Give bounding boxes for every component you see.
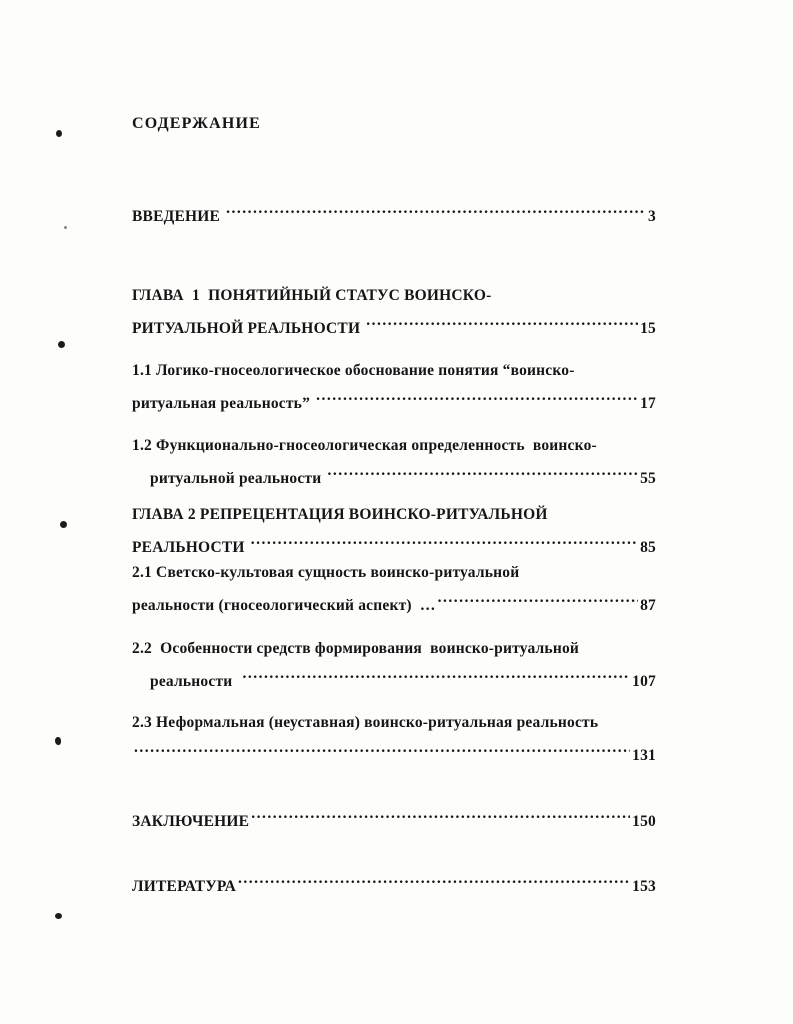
entry-title-continued: ритуальная реальность” [132, 395, 315, 412]
entry-line [132, 710, 656, 735]
dot-leader [251, 801, 630, 826]
toc-entry-chapter-2 [132, 502, 656, 560]
dot-leader [327, 458, 638, 483]
dot-leader [251, 527, 638, 552]
page-number: 17 [640, 395, 656, 412]
entry-line [132, 527, 656, 560]
toc-entry-section-2-2 [132, 636, 656, 694]
entry-title: 2.1 Светско-культовая сущность воинско-ритуальной [132, 564, 520, 581]
entry-line [132, 585, 656, 618]
entry-line [132, 636, 656, 661]
page-number: 3 [648, 208, 656, 225]
entry-title: 2.3 Неформальная (неуставная) воинско-ритуальная реальность [132, 714, 599, 731]
dot-leader [226, 196, 646, 221]
dot-leader [134, 735, 630, 760]
entry-line [132, 801, 656, 834]
dot-leader [238, 866, 630, 891]
entry-title: ГЛАВА 1 ПОНЯТИЙНЫЙ СТАТУС ВОИНСКО- [132, 287, 492, 304]
entry-title: ГЛАВА 2 РЕПРЕЦЕНТАЦИЯ ВОИНСКО-РИТУАЛЬНОЙ [132, 506, 548, 523]
page-number: 153 [632, 878, 656, 895]
ink-speck [55, 737, 61, 745]
entry-line [132, 196, 656, 229]
entry-title: 2.2 Особенности средств формирования воинско-ритуальной [132, 640, 580, 657]
entry-line [132, 308, 656, 341]
dot-leader [243, 661, 631, 686]
entry-title: ЛИТЕРАТУРА [132, 878, 236, 895]
entry-line [132, 735, 656, 768]
entry-title: 1.2 Функционально-гносеологическая определенность воинско- [132, 437, 597, 454]
toc-entry-section-1-1 [132, 358, 656, 416]
page-number: 85 [640, 539, 656, 556]
toc-entry-bibliography [132, 866, 656, 899]
entry-line [132, 383, 656, 416]
dot-leader [438, 585, 638, 610]
dot-leader [316, 383, 638, 408]
entry-title-continued: РЕАЛЬНОСТИ [132, 539, 249, 556]
toc-entry-section-2-1 [132, 560, 656, 618]
dot-leader [366, 308, 638, 333]
ink-speck [64, 226, 67, 229]
page-number: 87 [640, 597, 656, 614]
page-number: 15 [640, 320, 656, 337]
ink-speck [58, 341, 65, 348]
entry-title-continued: реальности [150, 673, 241, 690]
page-number: 131 [632, 747, 656, 764]
entry-title: ЗАКЛЮЧЕНИЕ [132, 813, 250, 830]
entry-title: 1.1 Логико-гносеологическое обоснование понятия “воинско- [132, 362, 575, 379]
entry-line [132, 458, 656, 491]
entry-title-continued: реальности (гносеологический аспект) … [132, 597, 436, 614]
entry-line [132, 661, 656, 694]
toc-entry-conclusion [132, 801, 656, 834]
table-of-contents [132, 112, 656, 899]
entry-line [132, 502, 656, 527]
entry-line [132, 560, 656, 585]
ink-speck [60, 521, 67, 528]
page-number: 55 [640, 470, 656, 487]
ink-speck [56, 130, 62, 137]
page-number: 150 [632, 813, 656, 830]
entry-title-continued: РИТУАЛЬНОЙ РЕАЛЬНОСТИ [132, 320, 365, 337]
entry-line [132, 433, 656, 458]
toc-entry-introduction [132, 196, 656, 229]
entry-line [132, 358, 656, 383]
page-title: СОДЕРЖАНИЕ [132, 115, 262, 132]
entry-title: ВВЕДЕНИЕ [132, 208, 225, 225]
toc-entry-section-1-2 [132, 433, 656, 491]
page-number: 107 [632, 673, 656, 690]
entry-line [132, 866, 656, 899]
entry-line [132, 283, 656, 308]
ink-speck [55, 913, 62, 919]
entry-title-continued: ритуальной реальности [150, 470, 326, 487]
toc-entry-section-2-3 [132, 710, 656, 768]
toc-entry-chapter-1 [132, 283, 656, 341]
